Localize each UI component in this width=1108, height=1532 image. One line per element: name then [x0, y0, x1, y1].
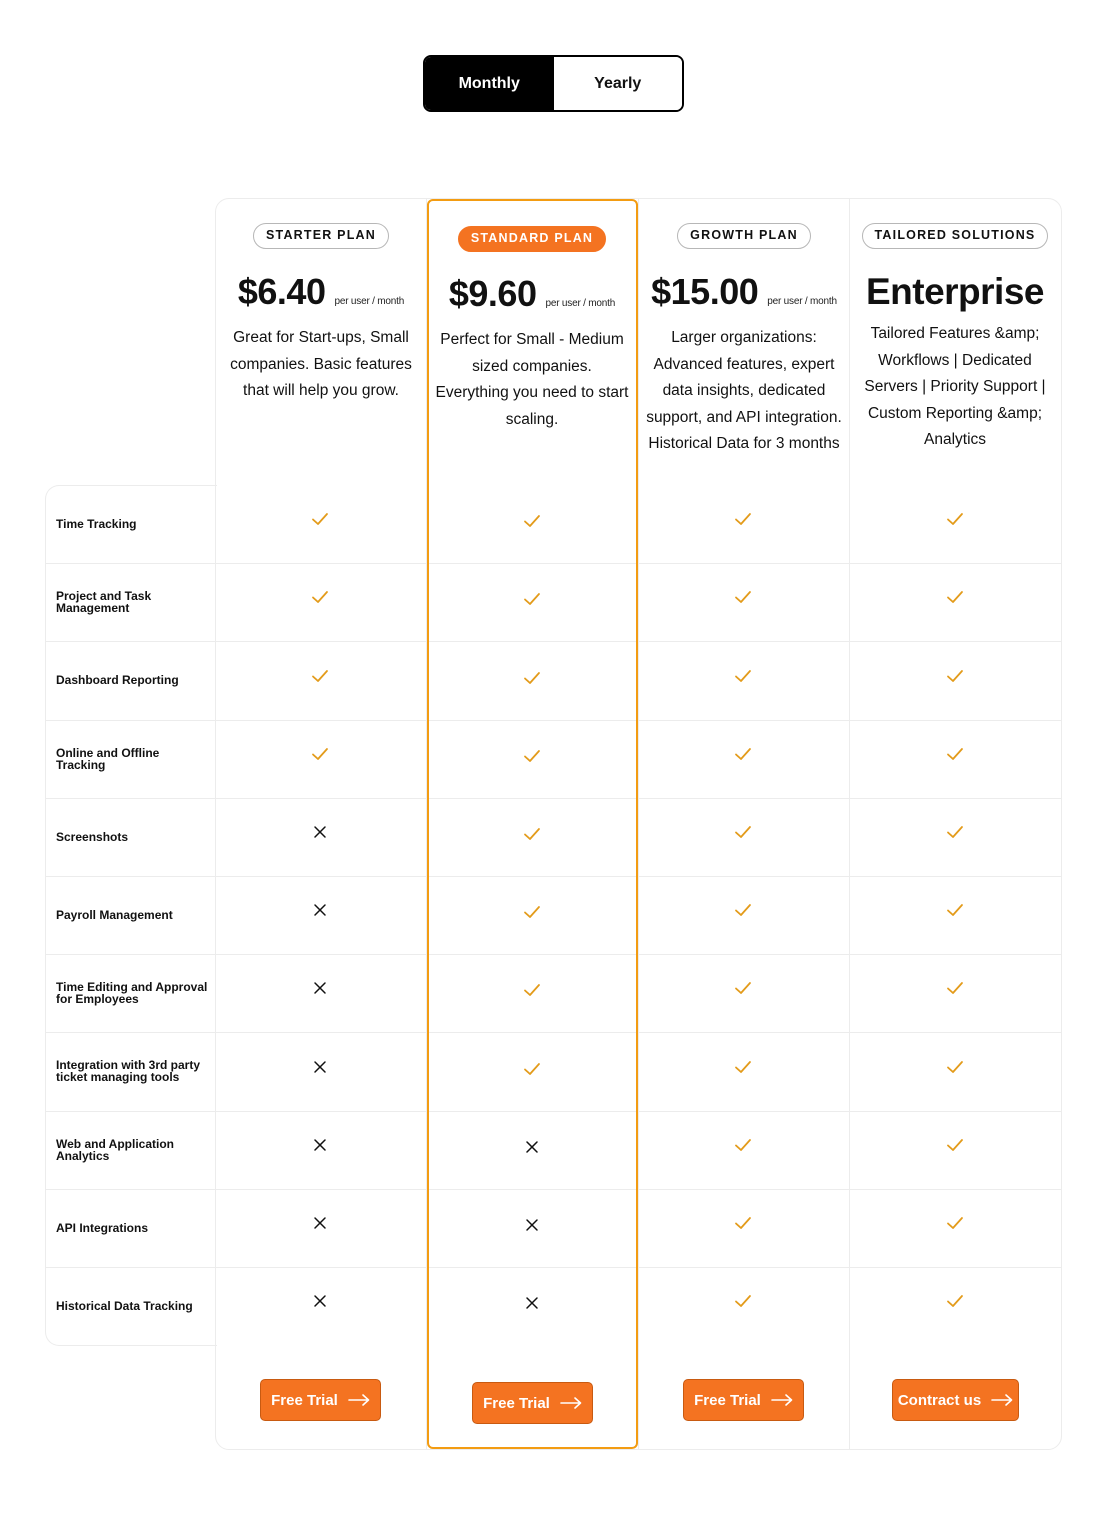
starter-free-trial-button[interactable]: [260, 1379, 381, 1421]
feature-label: Dashboard Reporting: [56, 672, 179, 687]
check-icon: [733, 509, 753, 529]
plan-description: Tailored Features &amp; Workflows | Dedicated Servers | Priority Support | Custom Reporting &amp; Analytics: [864, 325, 1046, 449]
plan-standard: [426, 198, 638, 485]
plan-enterprise: [849, 198, 1061, 485]
check-icon: [945, 587, 965, 607]
feature-label: Payroll Management: [56, 907, 173, 922]
check-icon: [310, 666, 330, 686]
check-icon: [522, 668, 542, 688]
cta-label: Contract us: [897, 1391, 982, 1409]
plan-price: Enterprise: [865, 271, 1044, 312]
feature-label: Integration with 3rd party ticket managing tools: [56, 1057, 201, 1084]
feature-label: Web and Application Analytics: [56, 1136, 175, 1163]
check-icon: [522, 746, 542, 766]
check-icon: [945, 1291, 965, 1311]
check-icon: [945, 509, 965, 529]
plan-description: Great for Start-ups, Small companies. Basic features that will help you grow.: [230, 329, 412, 400]
arrow-right-icon: [991, 1394, 1013, 1406]
check-icon: [522, 511, 542, 531]
cross-icon: [310, 1057, 330, 1077]
plan-price: $15.00: [651, 271, 759, 312]
check-icon: [310, 587, 330, 607]
cross-icon: [310, 1213, 330, 1233]
check-icon: [945, 744, 965, 764]
cta-label: Free Trial: [694, 1391, 761, 1409]
check-icon: [310, 744, 330, 764]
check-icon: [733, 1135, 753, 1155]
check-icon: [310, 509, 330, 529]
check-icon: [733, 822, 753, 842]
feature-label: Time Editing and Approval for Employees: [56, 979, 208, 1006]
check-icon: [945, 1135, 965, 1155]
check-icon: [522, 589, 542, 609]
check-icon: [733, 900, 753, 920]
plan-badge: GROWTH PLAN: [677, 223, 811, 249]
cross-icon: [310, 1135, 330, 1155]
plan-description: Perfect for Small - Medium sized companies. Everything you need to start scaling.: [435, 331, 629, 428]
plan-growth: [638, 198, 850, 485]
plan-badge: TAILORED SOLUTIONS: [862, 223, 1049, 249]
monthly-toggle-button[interactable]: Monthly: [425, 57, 554, 110]
plan-starter: [215, 198, 427, 485]
plan-badge: STARTER PLAN: [253, 223, 389, 249]
check-icon: [522, 1059, 542, 1079]
growth-free-trial-button[interactable]: [683, 1379, 804, 1421]
billing-toggle: [423, 55, 684, 112]
cta-label: Free Trial: [483, 1394, 550, 1412]
cross-icon: [310, 1291, 330, 1311]
check-icon: [945, 978, 965, 998]
plan-price-unit: per user / month: [334, 296, 405, 307]
feature-label: Screenshots: [56, 829, 129, 844]
check-icon: [733, 978, 753, 998]
check-icon: [945, 1057, 965, 1077]
arrow-right-icon: [560, 1397, 582, 1409]
check-icon: [522, 902, 542, 922]
check-icon: [522, 980, 542, 1000]
plan-badge: STANDARD PLAN: [458, 226, 606, 252]
yearly-toggle-button[interactable]: Yearly: [554, 57, 683, 110]
plan-description: Larger organizations: Advanced features, expert data insights, dedicated support, and API integration. Historical Data for 3 months: [646, 329, 842, 453]
enterprise-contract-button[interactable]: [892, 1379, 1019, 1421]
check-icon: [945, 666, 965, 686]
feature-label: Online and Offline Tracking: [56, 745, 160, 772]
check-icon: [733, 1057, 753, 1077]
cta-label: Free Trial: [271, 1391, 338, 1409]
cross-icon: [522, 1215, 542, 1235]
check-icon: [733, 1291, 753, 1311]
check-icon: [733, 744, 753, 764]
column-divider: [215, 485, 216, 1346]
cross-icon: [310, 900, 330, 920]
check-icon: [733, 666, 753, 686]
arrow-right-icon: [771, 1394, 793, 1406]
feature-label: Historical Data Tracking: [56, 1298, 193, 1313]
check-icon: [945, 900, 965, 920]
arrow-right-icon: [348, 1394, 370, 1406]
cross-icon: [310, 978, 330, 998]
cross-icon: [522, 1137, 542, 1157]
check-icon: [733, 1213, 753, 1233]
check-icon: [945, 822, 965, 842]
feature-label: Project and Task Management: [56, 588, 152, 615]
check-icon: [733, 587, 753, 607]
feature-label: Time Tracking: [56, 516, 137, 531]
plan-price: $6.40: [237, 271, 326, 312]
plan-price-unit: per user / month: [545, 298, 616, 309]
standard-free-trial-button[interactable]: [472, 1382, 593, 1424]
cross-icon: [522, 1293, 542, 1313]
check-icon: [522, 824, 542, 844]
plan-price: $9.60: [448, 273, 537, 314]
cross-icon: [310, 822, 330, 842]
check-icon: [945, 1213, 965, 1233]
feature-label: API Integrations: [56, 1220, 149, 1235]
plan-price-unit: per user / month: [767, 296, 837, 307]
